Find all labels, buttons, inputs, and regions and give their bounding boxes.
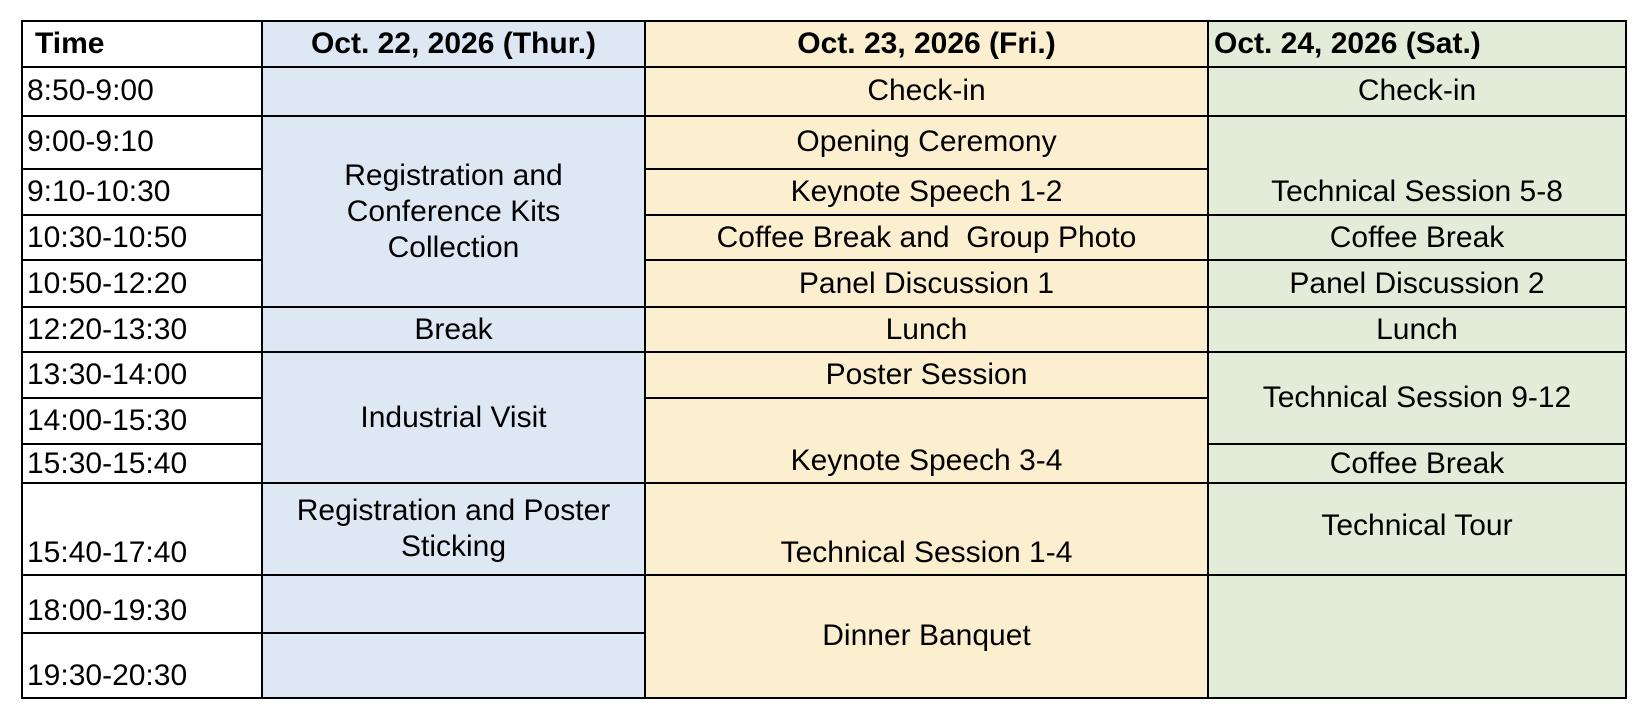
- day3-evening-slot: [1208, 575, 1626, 698]
- time-slot: 14:00-15:30: [22, 398, 262, 444]
- day1-registration-poster-sticking: Registration and Poster Sticking: [262, 483, 645, 575]
- time-slot: 10:50-12:20: [22, 260, 262, 307]
- day1-evening-slot-2: [262, 633, 645, 698]
- day3-lunch: Lunch: [1208, 307, 1626, 352]
- schedule-row: [22, 116, 1626, 169]
- day1-column-header: Oct. 22, 2026 (Thur.): [262, 21, 645, 67]
- day2-dinner-banquet: Dinner Banquet: [645, 575, 1208, 698]
- day2-column-header: Oct. 23, 2026 (Fri.): [645, 21, 1208, 67]
- header-row: [22, 21, 1626, 67]
- day1-check-in-slot: [262, 67, 645, 116]
- schedule-row: [22, 575, 1626, 633]
- schedule-row: [22, 67, 1626, 116]
- day3-column-header: Oct. 24, 2026 (Sat.): [1208, 21, 1626, 67]
- time-slot: 9:10-10:30: [22, 169, 262, 215]
- day3-technical-session-9-12: Technical Session 9-12: [1208, 352, 1626, 444]
- time-slot: 19:30-20:30: [22, 633, 262, 698]
- schedule-row: [22, 307, 1626, 352]
- day3-technical-tour: Technical Tour: [1208, 483, 1626, 575]
- day2-coffee-break-group-photo: Coffee Break and Group Photo: [645, 215, 1208, 261]
- schedule-row: [22, 352, 1626, 398]
- time-slot: 12:20-13:30: [22, 307, 262, 352]
- time-column-header: Time: [22, 21, 262, 67]
- time-slot: 9:00-9:10: [22, 116, 262, 169]
- time-slot: 8:50-9:00: [22, 67, 262, 116]
- day1-industrial-visit: Industrial Visit: [262, 352, 645, 483]
- day1-evening-slot-1: [262, 575, 645, 633]
- time-slot: 13:30-14:00: [22, 352, 262, 398]
- time-slot: 15:40-17:40: [22, 483, 262, 575]
- time-slot: 10:30-10:50: [22, 215, 262, 261]
- time-slot: 18:00-19:30: [22, 575, 262, 633]
- day3-technical-session-5-8: Technical Session 5-8: [1208, 116, 1626, 215]
- day2-lunch: Lunch: [645, 307, 1208, 352]
- schedule-row: [22, 483, 1626, 575]
- day3-panel-discussion-2: Panel Discussion 2: [1208, 260, 1626, 307]
- day3-coffee-break: Coffee Break: [1208, 215, 1626, 261]
- day1-registration: Registration and Conference Kits Collection: [262, 116, 645, 308]
- day3-coffee-break-afternoon: Coffee Break: [1208, 444, 1626, 484]
- day2-keynote-1-2: Keynote Speech 1-2: [645, 169, 1208, 215]
- day2-panel-discussion-1: Panel Discussion 1: [645, 260, 1208, 307]
- day2-technical-session-1-4: Technical Session 1-4: [645, 483, 1208, 575]
- conference-schedule-table: [21, 20, 1627, 699]
- day2-keynote-3-4: Keynote Speech 3-4: [645, 398, 1208, 483]
- day3-check-in: Check-in: [1208, 67, 1626, 116]
- time-slot: 15:30-15:40: [22, 444, 262, 484]
- day1-break: Break: [262, 307, 645, 352]
- day2-opening-ceremony: Opening Ceremony: [645, 116, 1208, 169]
- day2-poster-session: Poster Session: [645, 352, 1208, 398]
- day2-check-in: Check-in: [645, 67, 1208, 116]
